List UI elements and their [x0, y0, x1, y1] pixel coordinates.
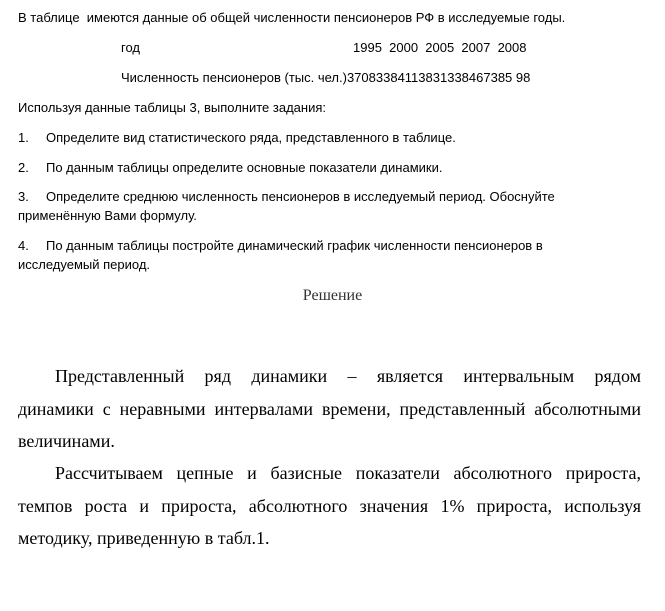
- paragraph-1-line3: величинами.: [18, 431, 115, 451]
- task-1-number: 1.: [18, 130, 29, 145]
- task-3-number: 3.: [18, 189, 29, 204]
- task-4-number: 4.: [18, 238, 29, 253]
- task-3-text-line2: применённую Вами формулу.: [18, 208, 197, 223]
- task-4-text-line2: исследуемый период.: [18, 257, 151, 272]
- table-count-label: Численность пенсионеров (тыс. чел.): [121, 70, 347, 85]
- task-2-number: 2.: [18, 160, 29, 175]
- paragraph-2-line2: темпов роста и прироста, абсолютного значения 1% прироста, используя: [18, 496, 641, 516]
- solution-heading: Решение: [302, 287, 363, 304]
- instruction-text: Используя данные таблицы 3, выполните задания:: [18, 100, 326, 115]
- table-count-row: [121, 70, 530, 85]
- task-2-text: По данным таблицы определите основные показатели динамики.: [46, 160, 443, 175]
- paragraph-2-line3: методику, приведенную в табл.1.: [18, 528, 270, 548]
- task-4-text-line1: По данным таблицы постройте динамический график численности пенсионеров в: [46, 238, 543, 253]
- intro-text: В таблице имеются данные об общей численности пенсионеров РФ в исследуемые годы.: [18, 10, 566, 25]
- table-year-label: год: [121, 40, 140, 55]
- paragraph-1-line2: динамики с неравными интервалами времени, представленный абсолютными: [18, 399, 641, 419]
- table-count-values: 37083384113831338467385 98: [346, 70, 531, 85]
- task-3-text-line1: Определите среднюю численность пенсионеров в исследуемый период. Обоснуйте: [46, 189, 555, 204]
- paragraph-2-line1: Рассчитываем цепные и базисные показатели абсолютного прироста,: [55, 463, 641, 483]
- table-year-values: 1995 2000 2005 2007 2008: [353, 40, 527, 55]
- task-1-text: Определите вид статистического ряда, представленного в таблице.: [46, 130, 456, 145]
- paragraph-1-line1: Представленный ряд динамики – является интервальным рядом: [55, 366, 641, 386]
